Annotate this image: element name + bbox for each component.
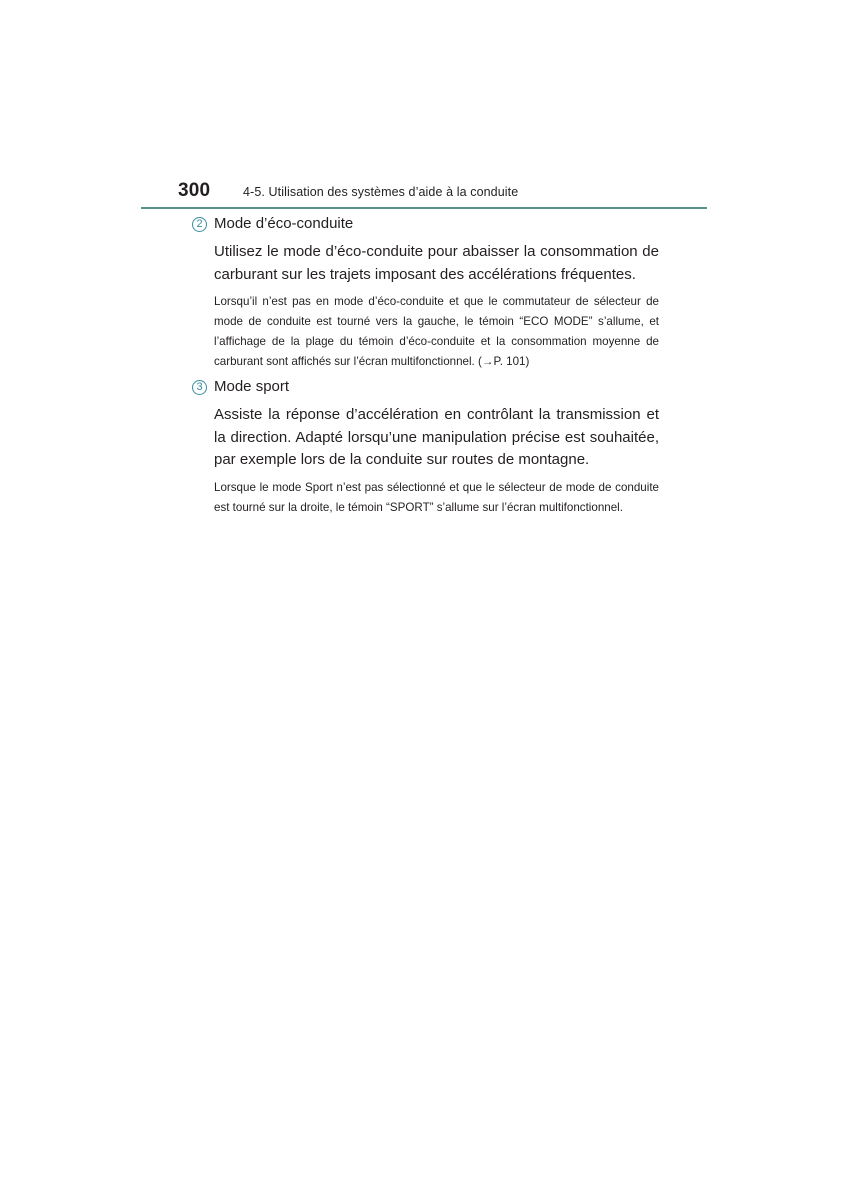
- page-header: [0, 0, 848, 210]
- circled-number-2-icon: 2: [192, 217, 207, 232]
- section-title: 4-5. Utilisation des systèmes d’aide à la conduite: [243, 185, 519, 199]
- page-number: 300: [178, 180, 211, 201]
- list-item-eco-mode: [190, 215, 660, 372]
- item-note: Lorsque le mode Sport n’est pas sélectionné et que le sélecteur de mode de conduite est tourné sur la droite, le témoin “SPORT” s’allume sur l’écran multifonctionnel.: [214, 480, 659, 514]
- circled-number-3-icon: 3: [192, 380, 207, 395]
- list-item-sport-mode: [190, 378, 660, 518]
- item-title: Mode d’éco-conduite: [214, 215, 354, 232]
- header-divider: [141, 207, 707, 209]
- item-body: Assiste la réponse d’accélération en contrôlant la transmission et la direction. Adapté lorsqu’une manipulation précise est souhaitée, par exemple lors de la conduite sur routes de montagne.: [214, 406, 659, 468]
- item-title: Mode sport: [214, 378, 290, 395]
- item-body: Utilisez le mode d’éco-conduite pour abaisser la consommation de carburant sur les trajets imposant des accélérations fréquentes.: [214, 243, 659, 283]
- item-heading: [190, 215, 660, 237]
- item-heading: [190, 378, 660, 400]
- item-note: Lorsqu’il n’est pas en mode d’éco-conduite et que le commutateur de sélecteur de mode de conduite est tourné vers la gauche, le témoin “ECO MODE” s’allume, et l’affichage de la plage du témoin d’éco-conduite et la consommation moyenne de carburant sont affichés sur l’écran multifonctionnel. (→P. 101): [214, 295, 659, 368]
